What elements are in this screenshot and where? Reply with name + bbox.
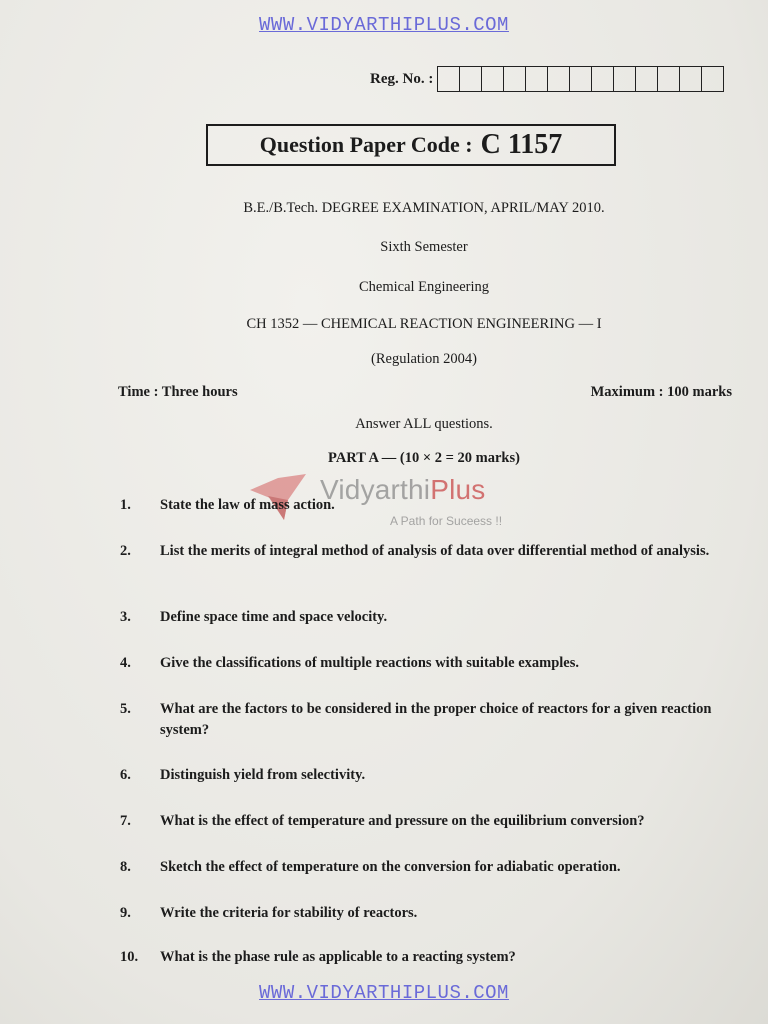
question-text: What is the phase rule as applicable to a reacting system? [160,949,516,965]
reg-no-box [636,67,658,91]
duration: Time : Three hours [118,384,238,400]
question-text: Write the criteria for stability of reactors. [160,905,418,921]
question-text: State the law of mass action. [160,497,335,513]
course-title: CH 1352 — CHEMICAL REACTION ENGINEERING — I [246,316,602,332]
regulation: (Regulation 2004) [371,351,477,367]
part-heading: PART A — (10 × 2 = 20 marks) [328,450,520,466]
question-number: 8. [120,859,131,875]
watermark-brand-suffix: Plus [430,474,486,505]
question-number: 6. [120,767,131,783]
question-text: What are the factors to be considered in the proper choice of reactors for a given reaction system? [160,701,712,738]
question-item [120,947,740,968]
question-number: 10. [120,949,139,965]
reg-no-box [592,67,614,91]
reg-no-box [504,67,526,91]
question-text: Define space time and space velocity. [160,609,388,625]
reg-no-box [658,67,680,91]
question-item [120,765,740,786]
question-number: 4. [120,655,131,671]
question-text: What is the effect of temperature and pressure on the equilibrium conversion? [160,813,645,829]
question-item [120,495,740,516]
exam-title: B.E./B.Tech. DEGREE EXAMINATION, APRIL/MAY 2010. [243,200,605,216]
question-item [120,607,740,628]
instruction: Answer ALL questions. [355,416,493,432]
question-paper-code-label: Question Paper Code : [259,132,473,157]
question-item [120,653,740,674]
question-text: List the merits of integral method of analysis of data over differential method of analysis. [160,543,710,559]
site-link-top[interactable]: WWW.VIDYARTHIPLUS.COM [259,14,509,36]
question-number: 3. [120,609,131,625]
question-item [120,857,740,878]
max-marks: Maximum : 100 marks [590,384,732,400]
question-text: Sketch the effect of temperature on the conversion for adiabatic operation. [160,859,621,875]
question-item [120,541,740,562]
site-link-bottom[interactable]: WWW.VIDYARTHIPLUS.COM [259,982,509,1004]
question-text: Give the classifications of multiple reactions with suitable examples. [160,655,579,671]
time-marks-row [118,384,732,401]
reg-no-box [702,67,723,91]
question-item [120,903,740,924]
reg-no-box [438,67,460,91]
department: Chemical Engineering [358,279,490,295]
reg-no-box [482,67,504,91]
watermark-brand-prefix: Vidyarthi [320,474,431,505]
reg-no-box [526,67,548,91]
question-number: 9. [120,905,131,921]
watermark-tagline: A Path for Suceess !! [390,514,503,528]
reg-no-box [680,67,702,91]
question-number: 2. [120,543,131,559]
question-number: 1. [120,497,131,513]
question-paper-code-value: C 1157 [480,129,563,160]
reg-no-field [370,66,724,92]
reg-no-boxes [437,66,724,92]
question-item [120,811,740,832]
question-item [120,699,740,741]
semester: Sixth Semester [380,239,468,255]
question-number: 7. [120,813,131,829]
reg-no-box [460,67,482,91]
reg-no-box [548,67,570,91]
reg-no-box [614,67,636,91]
question-text: Distinguish yield from selectivity. [160,767,366,783]
question-paper-code [206,124,616,166]
reg-no-box [570,67,592,91]
reg-no-label: Reg. No. : [370,70,434,87]
question-number: 5. [120,701,131,717]
